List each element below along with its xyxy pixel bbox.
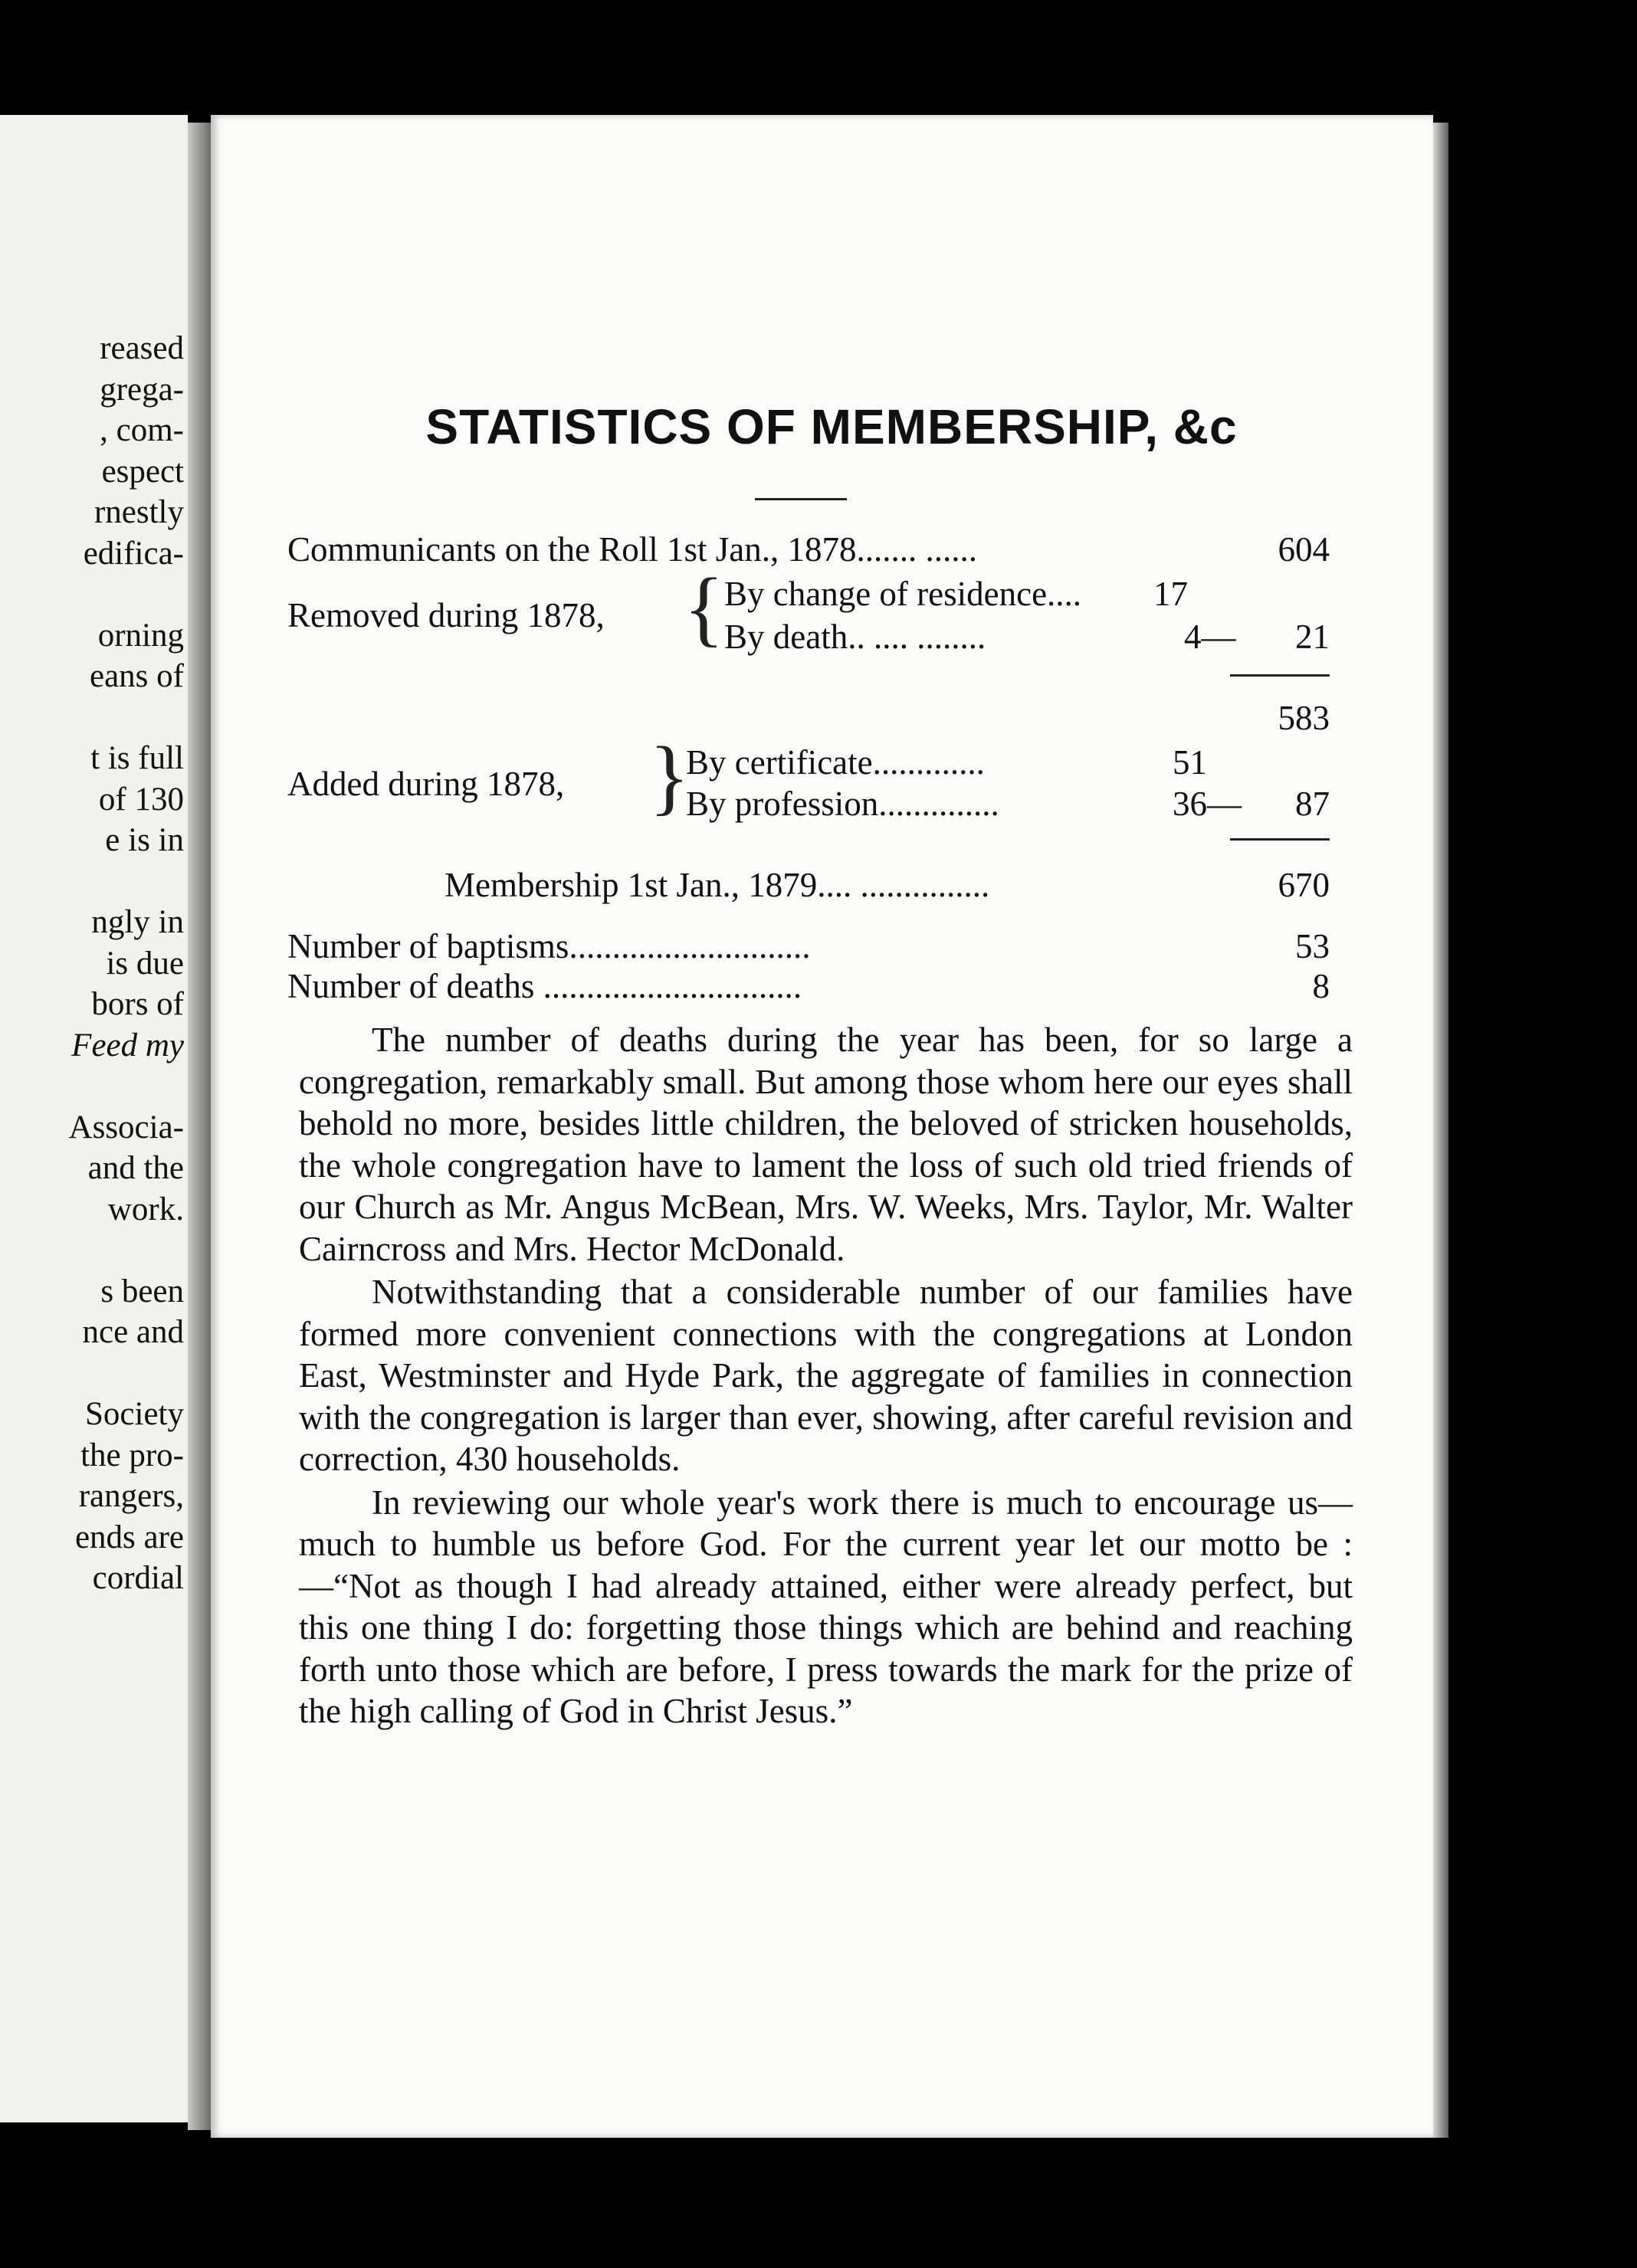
left-page-line: eans of <box>90 658 184 694</box>
added-item-certificate-label: By certificate............. <box>686 743 985 782</box>
left-page-line: is due <box>106 945 184 982</box>
removed-total: 21 <box>1295 618 1330 656</box>
left-page-line: orning <box>97 617 184 654</box>
page-title: STATISTICS OF MEMBERSHIP, &c <box>425 399 1238 454</box>
added-item-profession-value: 36— <box>1173 785 1242 823</box>
page-gutter <box>188 123 211 2130</box>
added-total: 87 <box>1295 785 1330 823</box>
removed-item-death-value: 4— <box>1184 618 1236 656</box>
document-page <box>211 115 1433 2138</box>
left-page-line: , com- <box>100 412 184 448</box>
body-text <box>299 1019 1353 1732</box>
left-page-line: ngly in <box>91 904 184 940</box>
left-page-line: bors of <box>91 986 184 1022</box>
left-page-line: reased <box>100 330 184 366</box>
membership-label: Membership 1st Jan., 1879.... ............... <box>445 866 990 904</box>
removed-brace: { <box>684 561 724 654</box>
communicants-value: 604 <box>1278 530 1330 569</box>
subtotal-value: 583 <box>1278 699 1330 737</box>
paragraph-deaths: The number of deaths during the year has been, for so large a congregation, remarkably small. But among those whom here our eyes shall behold no more, besides little children, the beloved of stricken households, the whole congregation have to lament the loss of such old tried friends of our Church as Mr. Angus McBean, Mrs. W. Weeks, Mrs. Taylor, Mr. Walter Cairncross and Mrs. Hector McDonald. <box>299 1021 1353 1268</box>
left-page-line: nce and <box>82 1314 184 1350</box>
left-page-line: e is in <box>105 822 184 858</box>
membership-value: 670 <box>1278 866 1330 904</box>
left-page-line: Associa- <box>68 1109 184 1145</box>
deaths-label: Number of deaths .............................. <box>287 967 802 1005</box>
baptisms-label: Number of baptisms............................ <box>287 927 811 965</box>
page-edge-shadow <box>1433 123 1448 2138</box>
removed-item-residence-value: 17 <box>1153 575 1188 613</box>
sum-rule-1 <box>1230 674 1330 677</box>
left-page-line: work. <box>107 1191 184 1227</box>
communicants-label: Communicants on the Roll 1st Jan., 1878....... ...... <box>287 530 977 569</box>
left-page-line: cordial <box>92 1560 184 1596</box>
left-page-line: of 130 <box>98 781 184 818</box>
left-page-line: Society <box>85 1396 184 1432</box>
previous-page-fragment <box>0 115 188 2122</box>
removed-item-residence-label: By change of residence.... <box>724 575 1082 613</box>
left-page-line: rangers, <box>78 1478 184 1514</box>
left-page-line: t is full <box>90 740 184 776</box>
left-page-line: rnestly <box>93 494 184 530</box>
removed-label: Removed during 1878, <box>287 596 605 634</box>
sum-rule-2 <box>1230 838 1330 841</box>
paragraph-families: Notwithstanding that a considerable number of our families have formed more convenient connections with the congregations at London East, Westminster and Hyde Park, the aggregate of families in connection with the congregation is larger than ever, showing, after careful revision and correction, 430 households. <box>299 1273 1353 1478</box>
paragraph-review: In reviewing our whole year's work there is much to encourage us—much to humble us before God. For the current year let our motto be :—“Not as though I had already attained, either were already perfect, but this one thing I do: forgetting those things which are behind and reaching forth unto those which are before, I press towards the mark for the prize of the high calling of God in Christ Jesus.” <box>299 1483 1353 1730</box>
deaths-value: 8 <box>1312 967 1330 1005</box>
left-page-line: the pro- <box>80 1437 184 1473</box>
left-page-line: grega- <box>100 371 184 408</box>
title-rule <box>755 498 847 500</box>
left-page-line: Feed my <box>71 1027 184 1064</box>
left-page-line: ends are <box>74 1519 184 1555</box>
left-page-line: edifica- <box>83 535 184 572</box>
left-page-line: espect <box>101 453 184 490</box>
added-brace: } <box>649 729 690 823</box>
added-item-certificate-value: 51 <box>1173 743 1207 782</box>
added-item-profession-label: By profession.............. <box>686 785 999 823</box>
added-label: Added during 1878, <box>287 765 565 803</box>
removed-item-death-label: By death.. .... ........ <box>724 618 986 656</box>
left-page-line: s been <box>100 1273 184 1309</box>
baptisms-value: 53 <box>1295 927 1330 965</box>
left-page-line: and the <box>87 1150 184 1186</box>
